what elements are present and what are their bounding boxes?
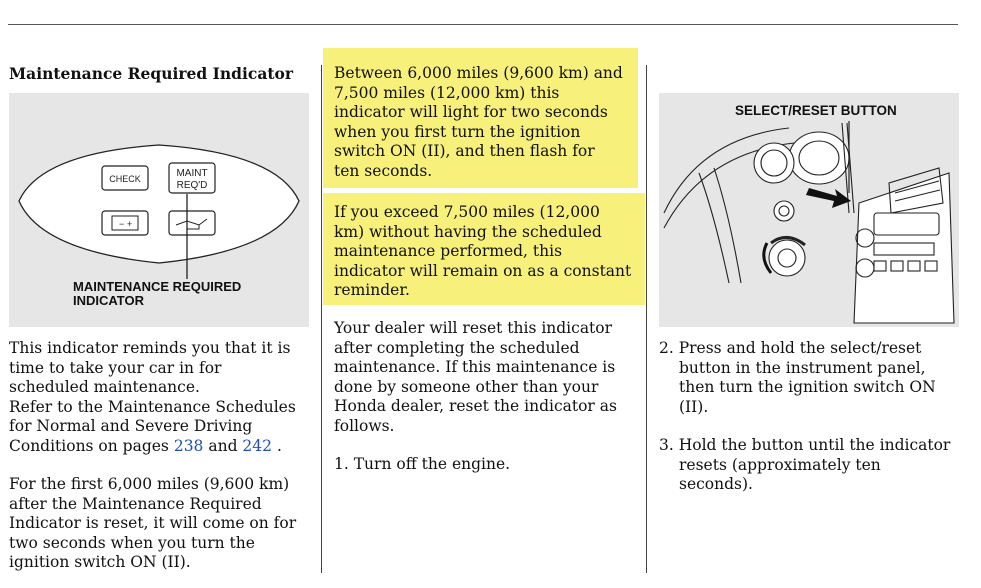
select-reset-caption: SELECT/RESET BUTTON xyxy=(735,103,897,118)
first-6000-paragraph: For the first 6,000 miles (9,600 km) after the Maintenance Required Indicator is reset, it will come on for two seconds when you turn the ignition switch ON (II). xyxy=(9,475,297,571)
arrow-pointer xyxy=(806,188,851,208)
oil-pressure-icon xyxy=(169,211,215,235)
column-divider-1 xyxy=(321,65,322,573)
intro-paragraph: This indicator reminds you that it is time to take your car in for scheduled maintenance. Refer to the Maintenance Schedules for Normal and Severe Driving Conditions on pages 238 and 242 . xyxy=(9,339,296,455)
check-engine-icon xyxy=(102,166,148,190)
dashboard-drawing xyxy=(659,93,959,327)
highlight-box-flash: Between 6,000 miles (9,600 km) and 7,500 miles (12,000 km) this indicator will light for two seconds when you first turn the ignition switch ON (II), and then flash for ten seconds. xyxy=(323,48,638,188)
section-heading: Maintenance Required Indicator xyxy=(9,64,294,83)
column-divider-2 xyxy=(646,65,647,573)
indicator-figure xyxy=(9,93,309,327)
step-3: 3. Hold the button until the indicator resets (approximately ten seconds). xyxy=(659,436,951,493)
step-1: 1. Turn off the engine. xyxy=(334,455,511,473)
reqd-text: REQ'D xyxy=(176,180,208,191)
check-engine-text: CHECK xyxy=(109,174,141,184)
svg-text:+: + xyxy=(127,219,133,229)
select-reset-figure xyxy=(659,93,959,327)
top-rule xyxy=(8,24,958,25)
page-link-238[interactable]: 238 xyxy=(173,436,204,455)
svg-text:−: − xyxy=(119,219,125,229)
page-link-242[interactable]: 242 xyxy=(242,436,273,455)
step-2: 2. Press and hold the select/reset button in the instrument panel, then turn the ignition switch ON (II). xyxy=(659,339,936,416)
highlight-box-constant: If you exceed 7,500 miles (12,000 km) without having the scheduled maintenance performed, this indicator will remain on as a constant reminder. xyxy=(323,193,645,305)
battery-icon xyxy=(102,211,148,235)
maint-reqd-icon xyxy=(169,163,215,193)
figure-caption: MAINTENANCE REQUIRED INDICATOR xyxy=(73,279,242,308)
maint-text: MAINT xyxy=(176,168,208,179)
dealer-reset-paragraph: Your dealer will reset this indicator after completing the scheduled maintenance. If this maintenance is done by someone other than your Honda dealer, reset the indicator as follows. xyxy=(334,319,617,435)
